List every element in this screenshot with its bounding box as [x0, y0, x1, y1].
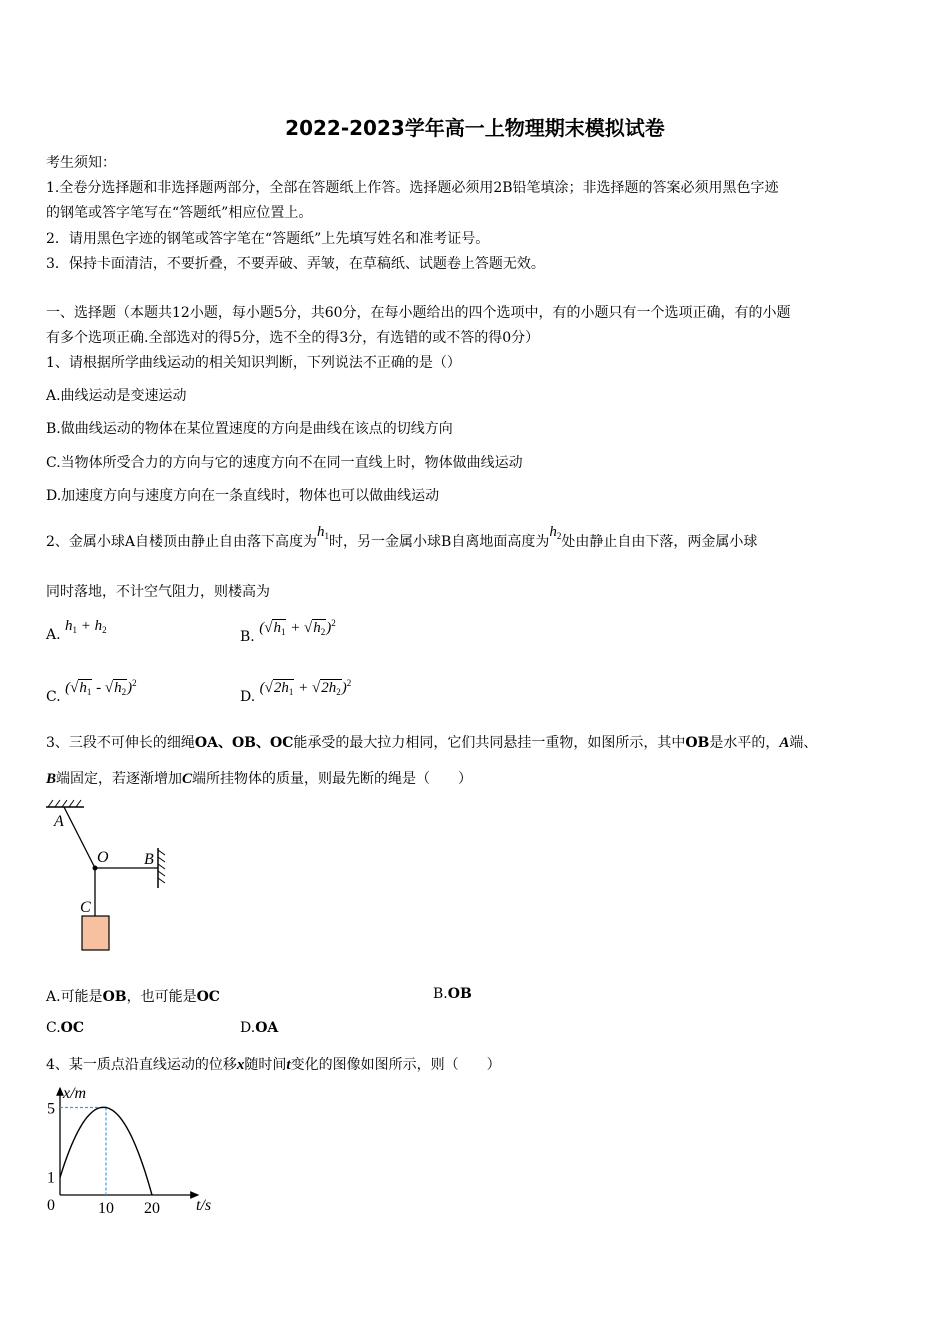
q3-rope-figure — [40, 798, 180, 958]
y-axis-label: x/m — [63, 1085, 87, 1102]
page-title: 2022-2023学年高一上物理期末模拟试卷 — [285, 116, 665, 140]
q3-stem-line2: B端固定，若逐渐增加C端所挂物体的质量，则最先断的绳是（ ） — [46, 771, 473, 787]
formula-sqrt-diff-squared: $(√h_1 - √h_2)^2$ — [65, 678, 137, 697]
knot-o — [93, 866, 98, 871]
q3-option-c: C.OC — [46, 1020, 85, 1036]
q2-stem: 2、金属小球A自楼顶由静止自由落下高度为$h_1$时，另一金属小球B自离地面高度为$h_2$处由静止自由下落，两金属小球 — [46, 524, 758, 550]
label-a: A — [54, 813, 64, 830]
q4-stem: 4、某一质点沿直线运动的位移x随时间t变化的图像如图所示，则（ ） — [46, 1057, 501, 1073]
y-tick-label: 1 — [47, 1169, 55, 1187]
section-header: 有多个选项正确.全部选对的得5分，选不全的得3分，有选错的或不答的得0分） — [46, 330, 540, 346]
q2-stem-line2: 同时落地，不计空气阻力，则楼高为 — [46, 584, 270, 600]
q3-option-b: B.OB — [433, 986, 472, 1002]
q4-xt-chart — [40, 1080, 230, 1220]
q1-stem: 1、请根据所学曲线运动的相关知识判断，下列说法不正确的是（） — [46, 355, 461, 371]
formula-sqrt-sum-squared: $(√h_1 + √h_2)^2$ — [259, 618, 336, 637]
q2-option-a: A. $h_1 + h_2$ — [46, 618, 107, 643]
notice-heading: 考生须知： — [46, 155, 116, 171]
q3-option-a: A.可能是OB，也可能是OC — [46, 989, 220, 1005]
formula-h1-plus-h2: $h_1 + h_2$ — [65, 618, 107, 635]
q3-stem: 3、三段不可伸长的细绳OA、OB、OC能承受的最大拉力相同，它们共同悬挂一重物，如图所示，其中OB是水平的，A端、 — [46, 735, 818, 751]
ceiling-hatch — [48, 800, 81, 807]
h1-symbol: $h_1$ — [317, 524, 330, 541]
label-c: C — [80, 899, 91, 916]
x-axis-label: t/s — [196, 1197, 212, 1214]
q2-option-d: D. $(√2h_1 + √2h_2)^2$ — [240, 678, 352, 705]
label-o: O — [97, 849, 109, 866]
x-tick-label: 20 — [144, 1200, 160, 1217]
formula-sqrt-2h-sum-squared: $(√2h_1 + √2h_2)^2$ — [259, 678, 352, 697]
section-header: 一、选择题（本题共12小题，每小题5分，共60分，在每小题给出的四个选项中，有的小题只有一个选项正确，有的小题 — [46, 305, 791, 321]
y-tick-label: 5 — [47, 1100, 55, 1118]
notice-item: 3．保持卡面清洁，不要折叠，不要弄破、弄皱，在草稿纸、试题卷上答题无效。 — [46, 256, 545, 272]
q2-option-c: C. $(√h_1 - √h_2)^2$ — [46, 678, 137, 705]
wall-hatch — [158, 850, 165, 883]
label-b: B — [144, 851, 154, 868]
x-tick-label: 10 — [98, 1200, 114, 1217]
notice-item: 的钢笔或答字笔写在“答题纸”相应位置上。 — [46, 205, 313, 221]
notice-item: 1.全卷分选择题和非选择题两部分，全部在答题纸上作答。选择题必须用2B铅笔填涂；非选择题的答案必须用黑色字迹 — [46, 180, 779, 196]
q1-option-b: B.做曲线运动的物体在某位置速度的方向是曲线在该点的切线方向 — [46, 421, 453, 437]
q1-option-d: D.加速度方向与速度方向在一条直线时，物体也可以做曲线运动 — [46, 488, 440, 504]
x-tick-label: 0 — [47, 1197, 55, 1214]
h2-symbol: $h_2$ — [549, 524, 562, 541]
rope-oa — [64, 807, 95, 868]
q1-option-a: A.曲线运动是变速运动 — [46, 388, 187, 404]
hanging-block — [82, 916, 109, 950]
q2-option-b: B. $(√h_1 + √h_2)^2$ — [240, 618, 336, 645]
q1-option-c: C.当物体所受合力的方向与它的速度方向不在同一直线上时，物体做曲线运动 — [46, 455, 523, 471]
notice-item: 2．请用黑色字迹的钢笔或答字笔在“答题纸”上先填写姓名和准考证号。 — [46, 231, 490, 247]
q3-option-d: D.OA — [240, 1020, 279, 1036]
